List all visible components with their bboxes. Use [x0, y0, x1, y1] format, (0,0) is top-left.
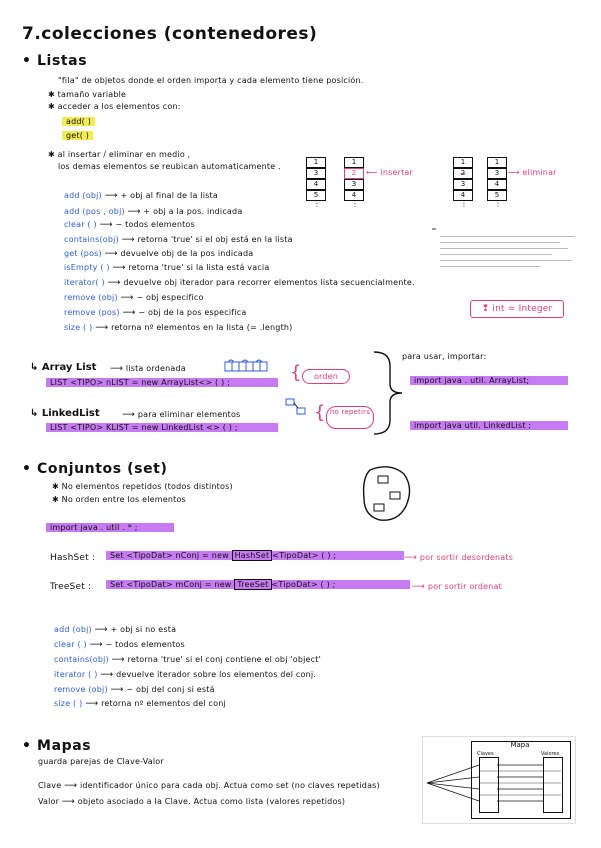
method-row: contains(obj) ⟶ retorna 'true' si el obj está en la lista — [64, 235, 293, 245]
method-name: add (pos , obj) — [64, 207, 125, 216]
snippet-line — [440, 266, 540, 267]
stack-ellipsis: ⋮ — [313, 199, 322, 208]
valor-desc: objeto asociado a la Clave. Actua como lista (valores repetidos) — [77, 797, 346, 806]
stack-cell: 5 — [487, 190, 507, 201]
hashset-note: ⟶ por sortir desordenats — [404, 553, 514, 563]
method-row: remove (pos) ⟶ − obj de la pos especifica — [64, 308, 247, 318]
import-big-brace — [372, 350, 406, 436]
method-name: remove (obj) — [64, 293, 118, 302]
method-name: iterator ( ) — [54, 670, 98, 679]
method-name: remove (pos) — [64, 308, 120, 317]
stack-cell: 3 — [306, 168, 326, 179]
listas-description: "fila" de objetos donde el orden importa y cada elemento tiene posición. — [58, 76, 364, 85]
hashset-boxed: HashSet — [232, 550, 273, 561]
conjuntos-heading-text: Conjuntos (set) — [37, 461, 168, 477]
stack-cell: 4 — [453, 190, 473, 201]
stack-cell: 1 — [453, 157, 473, 168]
arraylist-sketch — [224, 358, 268, 372]
hashset-code — [106, 551, 404, 560]
section-mapas-heading: • Mapas — [22, 738, 92, 754]
method-name: add (obj) — [54, 625, 92, 634]
method-name: clear ( ) — [54, 640, 87, 649]
stack-cell: 1 — [487, 157, 507, 168]
method-row: add (obj) ⟶ + obj si no esta — [54, 625, 177, 635]
method-row: isEmpty ( ) ⟶ retorna 'true' si la lista está vacia — [64, 263, 270, 273]
delete-label: eliminar — [522, 168, 557, 177]
linkedlist-desc: ⟶ para eliminar elementos — [122, 410, 241, 420]
no-repetirs-tag: no repetirs — [326, 406, 374, 429]
method-desc: obj del conj si está — [136, 685, 215, 694]
method-desc: retorna 'true' si el conj contiene el obj 'object' — [127, 655, 322, 664]
method-row: add (pos , obj) ⟶ + obj a la pos. indicada — [64, 207, 243, 217]
treeset-code-a: Set <TipoDat> mConj = new — [110, 580, 232, 589]
map-title: Mapa — [510, 741, 530, 749]
listas-bullet-1: ✱ tamaño variable — [48, 90, 127, 99]
conjuntos-bullet-1: ✱ No elementos repetidos (todos distintos) — [52, 482, 233, 491]
hashset-code-b: <TipoDat> ( ) ; — [272, 551, 337, 560]
import-arraylist — [410, 376, 568, 385]
method-row: get (pos) ⟶ devuelve obj de la pos indicada — [64, 249, 254, 259]
method-desc: obj si no esta — [120, 625, 177, 634]
int-integer-text: int = Integer — [492, 304, 553, 314]
method-desc: obj a la pos. indicada — [153, 207, 243, 216]
map-keys-label: Claves — [477, 751, 494, 757]
map-arrows — [423, 737, 575, 823]
int-integer-note: ❢ int = Integer — [470, 300, 564, 318]
arraylist-code: LIST <TIPO> nLIST = new ArrayList<> ( ) ; — [46, 378, 278, 387]
get-highlight: get( ) — [62, 131, 93, 140]
snippet-line — [440, 254, 552, 255]
method-name: clear ( ) — [64, 220, 97, 229]
listas-bullet-2-text: acceder a los elementos con: — [57, 102, 181, 111]
method-row: contains(obj) ⟶ retorna 'true' si el conj contiene el obj 'object' — [54, 655, 322, 665]
method-desc: retorna nº elementos del conj — [101, 699, 226, 708]
linkedlist-code: LIST <TIPO> KLIST = new LinkedList <> ( ) ; — [46, 423, 278, 432]
method-desc: todos elementos — [125, 220, 195, 229]
method-name: add (obj) — [64, 191, 102, 200]
conjuntos-bullet-2: ✱ No orden entre los elementos — [52, 495, 186, 504]
add-highlight: add( ) — [62, 117, 95, 126]
import-note: para usar, importar: — [402, 352, 487, 361]
treeset-note-text: por sortir ordenat — [427, 582, 502, 591]
stack-cell: 3 — [487, 168, 507, 179]
page-title: 7.colecciones (contenedores) — [22, 24, 318, 44]
linkedlist-sketch — [284, 396, 308, 418]
method-desc: retorna 'true' si el obj está en la lista — [137, 235, 293, 244]
hashset-note-text: por sortir desordenats — [419, 553, 514, 562]
method-row: iterator( ) ⟶ devuelve obj iterador para recorrer elementos lista secuencialmente. — [64, 278, 415, 288]
stack-ellipsis: ⋮ — [351, 199, 360, 208]
method-desc: obj al final de la lista — [130, 191, 218, 200]
stack-cell: 4 — [487, 179, 507, 190]
method-desc: devuelve obj de la pos indicada — [120, 249, 254, 258]
conjuntos-bullet-1-text: No elementos repetidos (todos distintos) — [61, 482, 233, 491]
method-name: remove (obj) — [54, 685, 108, 694]
method-row: clear ( ) ⟶ − todos elementos — [64, 220, 195, 230]
valor-label: Valor — [38, 797, 60, 806]
listas-bullet-1-text: tamaño variable — [57, 90, 127, 99]
stack-ellipsis: ⋮ — [494, 199, 503, 208]
clave-row: Clave ⟶ identificador único para cada obj. Actua como set (no claves repetidas) — [38, 781, 380, 791]
method-name: contains(obj) — [64, 235, 119, 244]
listas-bullet-3: ✱ al insertar / eliminar en medio , — [48, 150, 191, 159]
stack-cell: 5 — [306, 190, 326, 201]
snippet-line — [440, 236, 575, 237]
treeset-code — [106, 580, 410, 589]
method-name: isEmpty ( ) — [64, 263, 110, 272]
map-diagram — [422, 736, 576, 824]
arraylist-desc-text: lista ordenada — [125, 364, 186, 373]
linkedlist-desc-text: para eliminar elementos — [137, 410, 241, 419]
linkedlist-label-text: LinkedList — [41, 408, 100, 419]
method-name: iterator( ) — [64, 278, 105, 287]
listas-bullet-3b-text: los demas elementos se reubican automaticamente . — [58, 162, 281, 171]
stack-cell: 4 — [344, 190, 364, 201]
clave-desc: identificador único para cada obj. Actua como set (no claves repetidas) — [79, 781, 380, 790]
mapas-heading-text: Mapas — [37, 738, 92, 754]
arraylist-label-text: Array List — [41, 362, 97, 373]
method-row: size ( ) ⟶ retorna nº elementos en la lista (= .length) — [64, 323, 293, 333]
stack-cell-inserted: 2 — [344, 168, 364, 179]
treeset-code-b: <TipoDat> ( ) ; — [271, 580, 336, 589]
stack-cell: 4 — [306, 179, 326, 190]
treeset-label: TreeSet : — [50, 582, 92, 592]
method-row: remove (obj) ⟶ − obj especifico — [64, 293, 204, 303]
mapas-description: guarda parejas de Clave-Valor — [38, 757, 164, 766]
method-name: contains(obj) — [54, 655, 109, 664]
snippet-title-line — [432, 228, 436, 230]
linkedlist-brace: { — [314, 402, 326, 423]
listas-bullet-2: ✱ acceder a los elementos con: — [48, 102, 181, 111]
snippet-line — [440, 248, 568, 249]
arraylist-desc: ⟶ lista ordenada — [110, 364, 186, 374]
method-name: size ( ) — [54, 699, 83, 708]
method-row: size ( ) ⟶ retorna nº elementos del conj — [54, 699, 226, 709]
hashset-code-a: Set <TipoDat> nConj = new — [110, 551, 229, 560]
stack-cell: 3 — [453, 179, 473, 190]
method-row: remove (obj) ⟶ − obj del conj si está — [54, 685, 215, 695]
method-name: size ( ) — [64, 323, 93, 332]
section-listas-heading: • Listas — [22, 53, 88, 69]
method-desc: todos elementos — [115, 640, 185, 649]
stack-cell: 1 — [344, 157, 364, 168]
stack-cell-deleted: 2 — [453, 168, 473, 179]
method-row: clear ( ) ⟶ − todos elementos — [54, 640, 185, 650]
method-row: add (obj) ⟶ + obj al final de la lista — [64, 191, 218, 201]
listas-bullet-3a-text: al insertar / eliminar en medio , — [57, 150, 191, 159]
linkedlist-label: ↳ LinkedList — [30, 408, 100, 419]
method-desc: obj de la pos especifica — [147, 308, 247, 317]
hashset-label: HashSet : — [50, 553, 96, 563]
treeset-boxed: TreeSet — [234, 579, 271, 590]
treeset-note: ⟶ por sortir ordenat — [412, 582, 502, 592]
conjuntos-import: import java . util . * ; — [46, 523, 174, 532]
stack-ellipsis: ⋮ — [460, 199, 469, 208]
method-desc: devuelve iterador sobre los elementos del conj. — [116, 670, 317, 679]
delete-arrow-label: ⟶ eliminar — [508, 168, 557, 177]
arraylist-brace: { — [290, 362, 302, 383]
set-blob-diagram — [360, 464, 412, 524]
insert-label: insertar — [380, 168, 414, 177]
method-desc: retorna nº elementos en la lista (= .length) — [111, 323, 293, 332]
orden-tag: orden — [302, 369, 350, 384]
conjuntos-bullet-2-text: No orden entre los elementos — [61, 495, 186, 504]
method-name: get (pos) — [64, 249, 102, 258]
import-arraylist-text: import java . util. ArrayList; — [414, 376, 530, 385]
method-desc: devuelve obj iterador para recorrer elementos lista secuencialmente. — [123, 278, 415, 287]
stack-cell: 1 — [306, 157, 326, 168]
method-desc: retorna 'true' si la lista está vacia — [128, 263, 270, 272]
snippet-line — [440, 260, 572, 261]
insert-arrow-label: ⟵ insertar — [366, 168, 414, 177]
method-row: iterator ( ) ⟶ devuelve iterador sobre los elementos del conj. — [54, 670, 317, 680]
map-values-label: Valores — [541, 751, 560, 757]
method-desc: obj especifico — [146, 293, 204, 302]
stack-cell: 3 — [344, 179, 364, 190]
import-linkedlist — [410, 421, 568, 430]
listas-heading-text: Listas — [37, 53, 88, 69]
section-conjuntos-heading: • Conjuntos (set) — [22, 461, 168, 477]
import-linkedlist-text: import java util. LinkedList ; — [414, 421, 532, 430]
clave-label: Clave — [38, 781, 62, 790]
valor-row: Valor ⟶ objeto asociado a la Clave. Actua como lista (valores repetidos) — [38, 797, 346, 807]
snippet-line — [440, 242, 560, 243]
arraylist-label: ↳ Array List — [30, 362, 97, 373]
